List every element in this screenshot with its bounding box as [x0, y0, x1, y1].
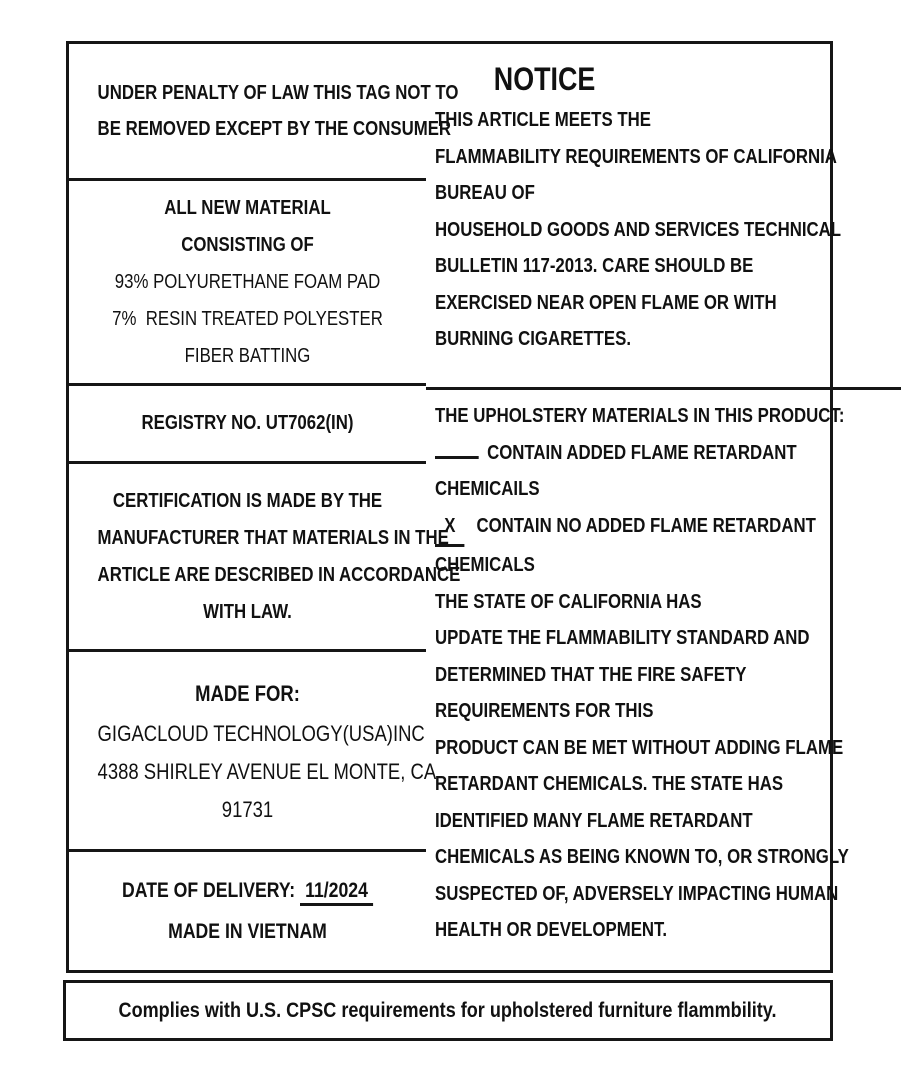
materials-content-line: 7% RESIN TREATED POLYESTER — [112, 307, 383, 330]
right-column — [426, 44, 901, 970]
statement-line: UPDATE THE FLAMMABILITY STANDARD AND — [435, 627, 810, 649]
label-body — [66, 41, 849, 973]
delivery-date-line — [98, 870, 398, 911]
statement-line: SUSPECTED OF, ADVERSELY IMPACTING HUMAN — [435, 882, 839, 905]
option-added-line — [435, 435, 849, 472]
notice-section — [426, 44, 901, 390]
statement-line: CHEMICALS AS BEING KNOWN TO, OR STRONGLY — [435, 846, 849, 868]
materials-section — [69, 181, 426, 386]
materials-heading-line: ALL NEW MATERIAL — [164, 196, 331, 219]
penalty-line: UNDER PENALTY OF LAW THIS TAG NOT TO — [97, 82, 459, 104]
statement-line: PRODUCT CAN BE MET WITHOUT ADDING FLAME — [435, 736, 844, 759]
country-of-origin: MADE IN VIETNAM — [168, 920, 327, 943]
registry-text — [98, 405, 398, 442]
option-added-text: CONTAIN ADDED FLAME RETARDANT — [487, 441, 797, 464]
option-none-text: CONTAIN NO ADDED FLAME RETARDANT — [476, 514, 816, 537]
notice-line: BUREAU OF — [435, 182, 535, 204]
delivery-date-label: DATE OF DELIVERY: — [122, 879, 301, 902]
notice-line: EXERCISED NEAR OPEN FLAME OR WITH — [435, 291, 777, 314]
statement-line: HEALTH OR DEVELOPMENT. — [435, 919, 668, 941]
left-column — [69, 44, 461, 970]
made-for-section — [69, 652, 437, 852]
x-checkmark: X — [435, 508, 465, 548]
cpsc-compliance-text: Complies with U.S. CPSC requirements for upholstered furniture flammbility. — [119, 998, 777, 1022]
materials-content-line: FIBER BATTING — [184, 344, 311, 367]
statement-line: RETARDANT CHEMICALS. THE STATE HAS — [435, 773, 784, 795]
option-none-line — [435, 508, 849, 548]
made-for-company: GIGACLOUD TECHNOLOGY(USA)INC — [97, 720, 425, 746]
notice-line: HOUSEHOLD GOODS AND SERVICES TECHNICAL — [435, 218, 842, 241]
penalty-text — [97, 75, 459, 147]
certification-text — [97, 483, 461, 631]
made-for-address: 4388 SHIRLEY AVENUE EL MONTE, CA — [97, 758, 437, 784]
certification-line: MANUFACTURER THAT MATERIALS IN THE — [97, 526, 449, 549]
materials-text — [98, 190, 398, 375]
delivery-date-value: 11/2024 — [300, 879, 373, 906]
notice-line: THIS ARTICLE MEETS THE — [435, 109, 651, 131]
statement-line: DETERMINED THAT THE FIRE SAFETY — [435, 663, 747, 686]
penalty-line: BE REMOVED EXCEPT BY THE CONSUMER — [97, 118, 452, 140]
notice-line: BURNING CIGARETTES. — [435, 328, 632, 350]
blank-checkline — [435, 436, 479, 459]
made-for-text — [97, 673, 437, 829]
materials-content-line: 93% POLYURETHANE FOAM PAD — [114, 270, 381, 293]
notice-text — [435, 56, 849, 358]
certification-section — [69, 464, 461, 652]
certification-line: ARTICLE ARE DESCRIBED IN ACCORDANCE — [97, 563, 461, 586]
delivery-section — [69, 852, 426, 970]
cpsc-compliance-strip — [63, 980, 833, 1041]
made-for-heading: MADE FOR: — [195, 680, 300, 706]
upholstery-text — [435, 398, 849, 949]
option-none-continuation: CHEMICALS — [435, 554, 535, 576]
registry-number: REGISTRY NO. UT7062(IN) — [141, 412, 354, 434]
upholstery-section — [426, 390, 901, 970]
statement-line: REQUIREMENTS FOR THIS — [435, 700, 654, 722]
registry-section — [69, 386, 426, 464]
notice-title: NOTICE — [493, 61, 596, 97]
option-added-continuation: CHEMICAILS — [435, 478, 540, 500]
certification-line: CERTIFICATION IS MADE BY THE — [112, 489, 383, 512]
notice-line: FLAMMABILITY REQUIREMENTS OF CALIFORNIA — [435, 145, 837, 168]
statement-line: IDENTIFIED MANY FLAME RETARDANT — [435, 809, 753, 832]
statement-line: THE STATE OF CALIFORNIA HAS — [435, 590, 702, 613]
notice-line: BULLETIN 117-2013. CARE SHOULD BE — [435, 255, 754, 277]
made-for-zip: 91731 — [221, 796, 274, 822]
upholstery-intro: THE UPHOLSTERY MATERIALS IN THIS PRODUCT: — [435, 405, 845, 427]
delivery-text — [98, 870, 398, 952]
penalty-section — [69, 44, 459, 181]
materials-heading-line: CONSISTING OF — [181, 233, 314, 256]
certification-line: WITH LAW. — [203, 600, 292, 623]
